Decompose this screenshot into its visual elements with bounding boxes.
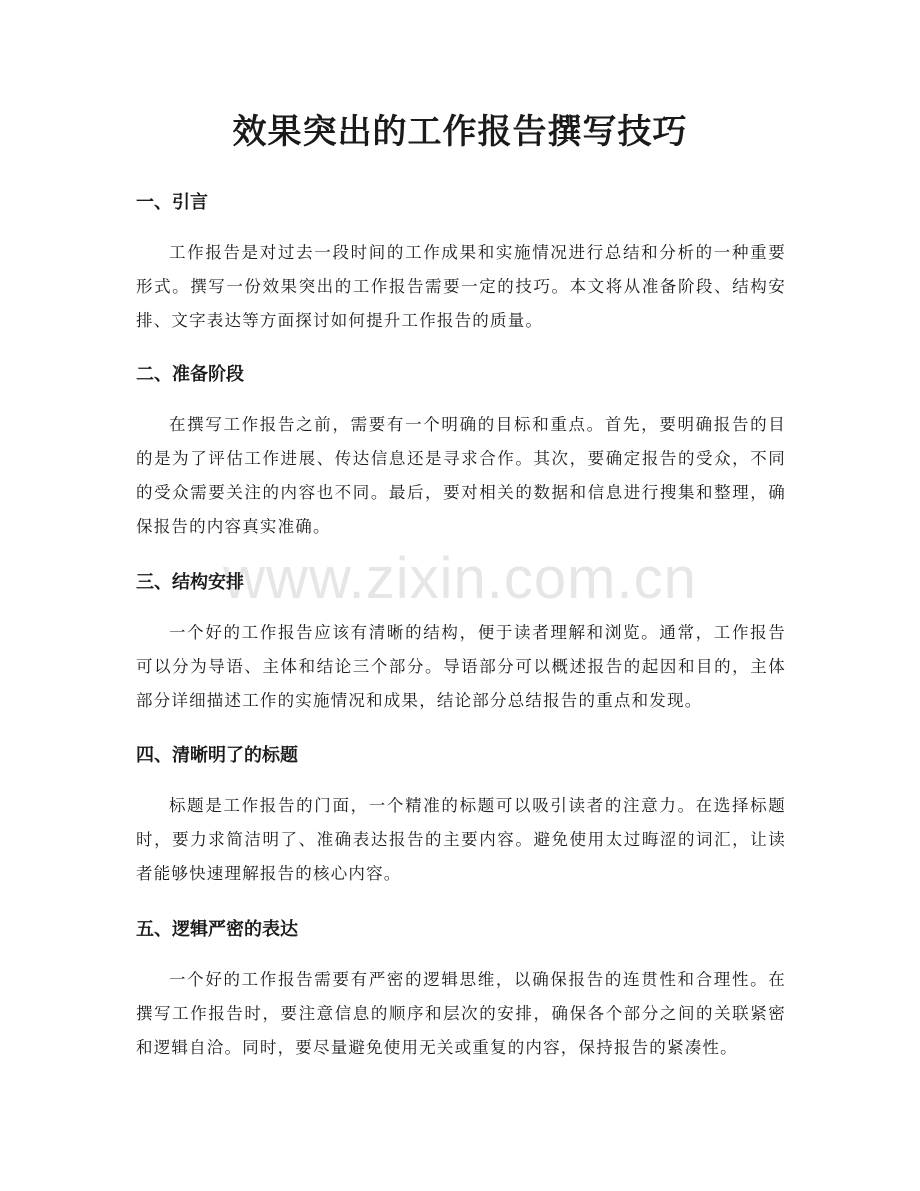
- section-title-clarity: [136, 743, 786, 891]
- section-paragraph: 标题是工作报告的门面，一个精准的标题可以吸引读者的注意力。在选择标题时，要力求简洁明了、准确表达报告的主要内容。避免使用太过晦涩的词汇，让读者能够快速理解报告的核心内容。: [136, 796, 786, 883]
- section-preparation: [136, 362, 786, 544]
- section-paragraph: 一个好的工作报告应该有清晰的结构，便于读者理解和浏览。通常，工作报告可以分为导语、主体和结论三个部分。导语部分可以概述报告的起因和目的，主体部分详细描述工作的实施情况和成果，结论部分总结报告的重点和发现。: [136, 623, 786, 710]
- section-heading: 一、引言: [136, 192, 208, 213]
- section-paragraph: 一个好的工作报告需要有严密的逻辑思维，以确保报告的连贯性和合理性。在撰写工作报告时，要注意信息的顺序和层次的安排，确保各个部分之间的关联紧密和逻辑自洽。同时，要尽量避免使用无关或重复的内容，保持报告的紧凑性。: [136, 970, 786, 1057]
- section-heading: 五、逻辑严密的表达: [136, 919, 298, 940]
- document-title: 效果突出的工作报告撰写技巧: [232, 112, 688, 152]
- section-paragraph: 在撰写工作报告之前，需要有一个明确的目标和重点。首先，要明确报告的目的是为了评估工作进展、传达信息还是寻求合作。其次，要确定报告的受众，不同的受众需要关注的内容也不同。最后，要对相关的数据和信息进行搜集和整理，确保报告的内容真实准确。: [136, 415, 786, 536]
- watermark: www.zixin.com.cn: [223, 546, 697, 611]
- section-heading: 四、清晰明了的标题: [136, 745, 298, 766]
- section-structure: [136, 570, 786, 718]
- section-heading: 三、结构安排: [136, 572, 244, 593]
- section-heading: 二、准备阶段: [136, 364, 244, 385]
- section-logical-expression: [136, 917, 786, 1065]
- section-paragraph: 工作报告是对过去一段时间的工作成果和实施情况进行总结和分析的一种重要形式。撰写一份效果突出的工作报告需要一定的技巧。本文将从准备阶段、结构安排、文字表达等方面探讨如何提升工作报告的质量。: [136, 243, 786, 330]
- section-introduction: [136, 190, 786, 338]
